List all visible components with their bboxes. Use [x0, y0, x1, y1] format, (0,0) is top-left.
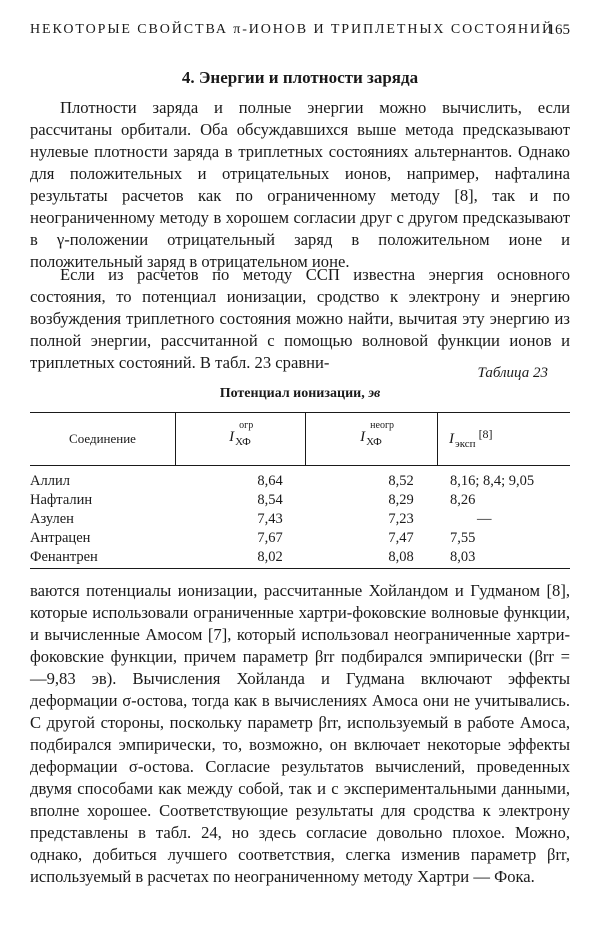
cell-compound: Азулен	[30, 511, 74, 527]
cell-restricted: 7,43	[257, 511, 283, 527]
symbol-letter: I	[449, 431, 454, 447]
cell-unrestricted: 8,08	[388, 549, 414, 565]
cell-unrestricted: 7,47	[388, 530, 414, 546]
table-row	[30, 549, 570, 569]
symbol-letter: I	[360, 429, 366, 445]
table-caption-unit: эв	[368, 386, 381, 401]
running-title: НЕКОТОРЫЕ СВОЙСТВА π-ИОНОВ И ТРИПЛЕТНЫХ СОСТОЯНИЙ	[30, 22, 555, 37]
table-caption-text: Потенциал ионизации,	[219, 386, 365, 401]
symbol-i-experimental	[449, 427, 493, 450]
cell-experiment: 8,26	[450, 492, 476, 508]
symbol-i-restricted	[229, 420, 254, 448]
header-unrestricted-hf	[305, 412, 437, 465]
symbol-i-unrestricted	[360, 420, 395, 448]
table-row	[30, 492, 570, 512]
table-caption	[0, 386, 600, 402]
header-experimental	[437, 412, 570, 465]
cell-restricted: 8,64	[257, 473, 283, 489]
cell-experiment: 8,03	[450, 549, 476, 565]
section-heading: 4. Энергии и плотности заряда	[181, 68, 419, 87]
cell-compound: Нафталин	[30, 492, 93, 508]
table-row	[30, 473, 570, 493]
paragraph-ground-state-energy: Если из расчетов по методу ССП известна энергия основного состояния, то потенциал ионизации, сродство к электрону и энергию возбуждения триплетного состояния можно найти, вычитая эту энергию из полной энергии, рассчитанной с помощью волновой функции ионов и триплетных состояний. В табл. 23 сравни-	[30, 265, 570, 372]
cell-unrestricted: 8,52	[388, 473, 414, 489]
cell-experiment: —	[477, 511, 492, 527]
symbol-superscript: огр	[239, 420, 254, 431]
symbol-subscript: эксп	[455, 438, 476, 450]
page-number: 165	[547, 22, 570, 38]
table-row	[30, 511, 570, 531]
paragraph-ionization-comparison: ваются потенциалы ионизации, рассчитанные Хойландом и Гудманом [8], которые использовали ограниченные хартри-фоковские волновые функции, и вычисленные Амосом [7], который использовал неограниченные хартри-фоковские функции, причем параметр βrr подбирался эмпирически (βrr = —9,83 эв). Вычисления Хойланда и Гудмана включают эффекты деформации σ-остова, тогда как в вычислениях Амоса они не учитывались. С другой стороны, поскольку параметр βrr, используемый в работе Амоса, подбирался эмпирически, то, возможно, он включает некоторые эффекты деформации σ-остова. Согласие результатов вычислений, проведенных двумя способами как между собой, так и с экспериментальными данными, вполне хорошее. Соответствующие результаты для сродства к электрону представлены в табл. 24, но здесь согласие довольно плохое. Можно, однако, добиться лучшего соответствия, слегка изменив параметр βrr, используемый в расчетах по неограниченному методу Хартри — Фока.	[30, 581, 570, 886]
reference-mark: [8]	[478, 427, 493, 441]
cell-compound: Аллил	[30, 473, 70, 489]
table-row	[30, 530, 570, 550]
header-restricted-hf	[175, 412, 305, 465]
cell-experiment: 8,16; 8,4; 9,05	[450, 473, 535, 489]
cell-experiment: 7,55	[450, 530, 476, 546]
symbol-superscript: неогр	[370, 420, 395, 431]
paragraph-charge-densities: Плотности заряда и полные энергии можно вычислить, если рассчитаны орбитали. Оба обсуждавшихся выше метода предсказывают нулевые плотности заряда в триплетных состояниях альтернантов. Однако для положительных и отрицательных ионов, например, нафталина результаты расчетов как по ограниченному методу [8], так и по неограниченному методу в хорошем согласии друг с другом предсказывают в γ-положении отрицательный заряд в положительном ионе и положительный заряд в отрицательном ионе.	[30, 98, 570, 271]
cell-restricted: 7,67	[257, 530, 283, 546]
header-compound: Соединение	[69, 430, 136, 446]
cell-unrestricted: 8,29	[388, 492, 414, 508]
cell-compound: Фенантрен	[30, 549, 98, 565]
symbol-subscript: ХФ	[366, 436, 382, 448]
table-number: Таблица 23	[477, 365, 548, 381]
cell-compound: Антрацен	[30, 530, 91, 546]
cell-restricted: 8,02	[257, 549, 283, 565]
cell-restricted: 8,54	[257, 492, 283, 508]
running-header	[30, 22, 570, 44]
symbol-subscript: ХФ	[235, 436, 251, 448]
symbol-letter: I	[229, 429, 235, 445]
cell-unrestricted: 7,23	[388, 511, 414, 527]
table-header-rule	[30, 465, 570, 466]
